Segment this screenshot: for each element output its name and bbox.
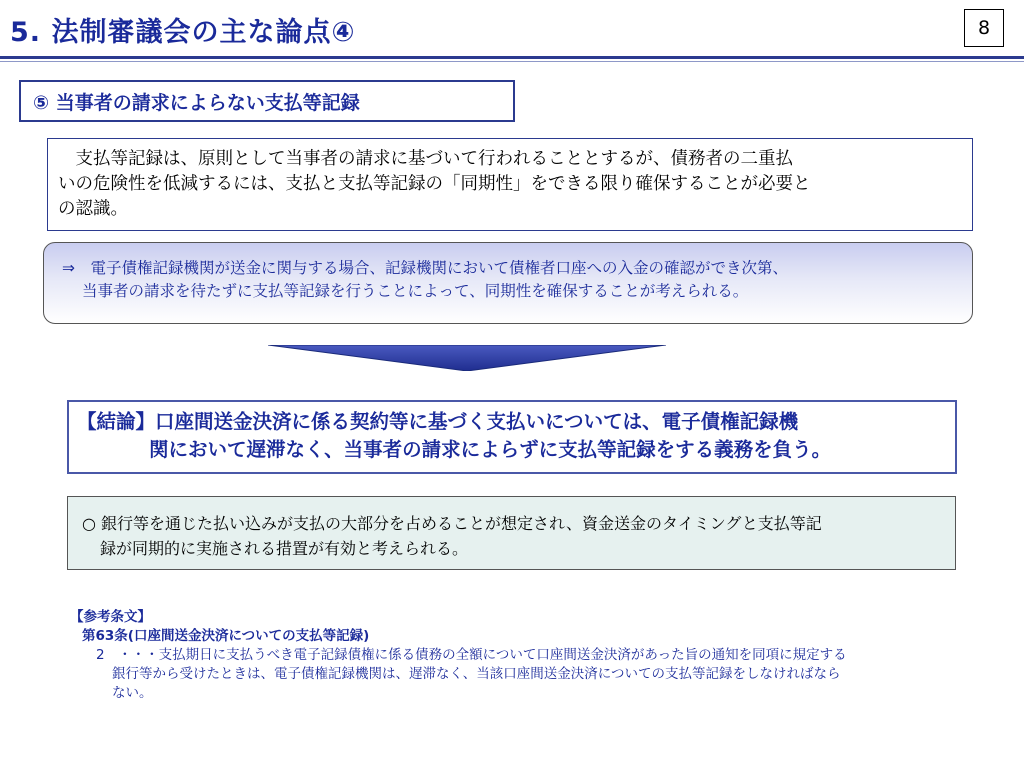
note-box xyxy=(67,496,956,570)
conclusion-box xyxy=(67,400,957,474)
reference-line: 銀行等から受けたときは、電子債権記録機関は、遅滞なく、当該口座間送金決済についての支払等記録をしなければなら xyxy=(112,666,841,682)
note-line: 録が同期的に実施される措置が有効と考えられる。 xyxy=(100,539,469,558)
reference-heading: 【参考条文】 xyxy=(70,609,151,625)
slide-title: 5. 法制審議会の主な論点④ xyxy=(10,17,356,48)
title-divider xyxy=(0,56,1024,59)
intro-line: 支払等記録は、原則として当事者の請求に基づいて行われることとするが、債務者の二重払 xyxy=(58,149,793,169)
proposal-line: 当事者の請求を待たずに支払等記録を行うことによって、同期性を確保することが考えられる。 xyxy=(82,282,749,300)
reference-body xyxy=(70,646,1000,703)
proposal-box xyxy=(43,242,973,324)
note-line: ○ 銀行等を通じた払い込みが支払の大部分を占めることが想定され、資金送金のタイミングと支払等記 xyxy=(82,514,822,533)
intro-box xyxy=(47,138,973,231)
conclusion-line: 【結論】口座間送金決済に係る契約等に基づく支払いについては、電子債権記録機 xyxy=(77,410,799,433)
reference-line: 2 ・・・支払期日に支払うべき電子記録債権に係る債務の全額について口座間送金決済があった旨の通知を同項に規定する xyxy=(96,647,847,663)
proposal-line: ⇒ 電子債権記録機関が送金に関与する場合、記録機関において債権者口座への入金の確認ができ次第、 xyxy=(62,259,788,277)
reference-section xyxy=(70,608,1000,703)
title-divider-thin xyxy=(0,61,1024,62)
intro-line: いの危険性を低減するには、支払と支払等記録の「同期性」をできる限り確保することが必要と xyxy=(58,174,811,194)
reference-line: ない。 xyxy=(112,685,153,701)
intro-line: の認識。 xyxy=(58,199,128,219)
reference-article-title: 第63条(口座間送金決済についての支払等記録) xyxy=(82,628,370,644)
section-heading: ⑤ 当事者の請求によらない支払等記録 xyxy=(19,80,515,122)
down-arrow-icon xyxy=(268,345,666,371)
conclusion-line: 関において遅滞なく、当事者の請求によらずに支払等記録をする義務を負う。 xyxy=(149,438,832,461)
page-number: 8 xyxy=(964,9,1004,47)
